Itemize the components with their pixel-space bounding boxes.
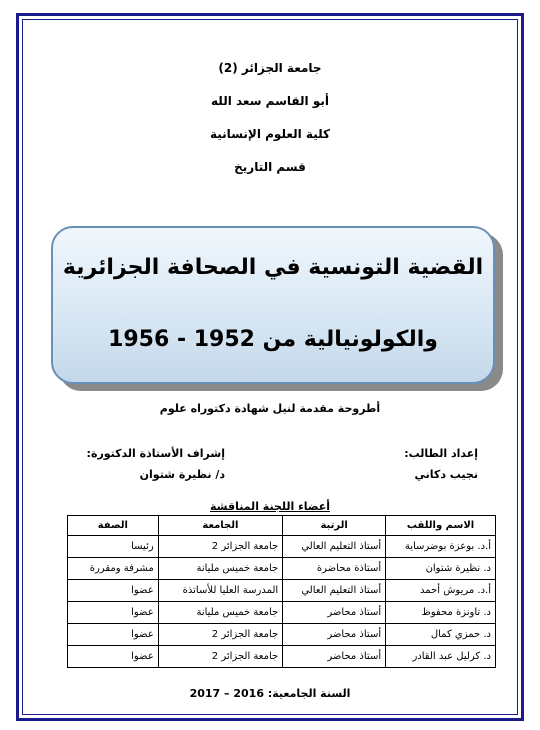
member-university: جامعة خميس مليانة <box>158 558 283 580</box>
member-role: عضوا <box>68 624 159 646</box>
member-name: د. كرليل عبد القادر <box>386 646 496 668</box>
committee-title: أعضاء اللجنة المناقشة <box>210 500 330 513</box>
member-name: أ.د. مريوش أحمد <box>386 580 496 602</box>
member-rank: أستاذ محاضر <box>283 646 386 668</box>
table-row <box>68 558 496 580</box>
thesis-title-line-1: القضية التونسية في الصحافة الجزائرية <box>62 255 484 280</box>
header-university: الجامعة <box>158 516 283 536</box>
member-name: د. حمزي كمال <box>386 624 496 646</box>
table-header-row <box>68 516 496 536</box>
prepared-by-label: إعداد الطالب: <box>404 447 478 460</box>
student-name: نجيب دكاني <box>414 468 478 481</box>
university-name-line: أبو القاسم سعد الله <box>211 94 329 108</box>
thesis-title-line-2: والكولونيالية من 1952 - 1956 <box>108 327 438 352</box>
title-box <box>51 226 495 384</box>
member-university: جامعة الجزائر 2 <box>158 536 283 558</box>
department-line: قسم التاريخ <box>234 160 306 174</box>
member-rank: أستاذ محاضر <box>283 602 386 624</box>
supervision-label: إشراف الأستاذة الدكتورة: <box>86 447 225 460</box>
supervisor-name: د/ نظيرة شتوان <box>139 468 225 481</box>
member-university: جامعة خميس مليانة <box>158 602 283 624</box>
member-role: عضوا <box>68 580 159 602</box>
member-rank: أستاذ التعليم العالي <box>283 580 386 602</box>
member-role: مشرفة ومقررة <box>68 558 159 580</box>
table-row <box>68 580 496 602</box>
member-university: جامعة الجزائر 2 <box>158 646 283 668</box>
member-role: عضوا <box>68 646 159 668</box>
member-name: د. تاونزة محفوظ <box>386 602 496 624</box>
academic-year: السنة الجامعية: 2016 – 2017 <box>189 687 351 700</box>
member-rank: أستاذ محاضر <box>283 624 386 646</box>
member-university: جامعة الجزائر 2 <box>158 624 283 646</box>
member-university: المدرسة العليا للأساتذة <box>158 580 283 602</box>
member-name: أ.د. بوعزة بوضرساية <box>386 536 496 558</box>
header-role: الصفة <box>68 516 159 536</box>
member-role: عضوا <box>68 602 159 624</box>
table-row <box>68 602 496 624</box>
member-name: د. نظيرة شتوان <box>386 558 496 580</box>
faculty-line: كلية العلوم الإنسانية <box>210 127 330 141</box>
member-role: رئيسا <box>68 536 159 558</box>
committee-table <box>67 515 496 668</box>
table-row <box>68 646 496 668</box>
header-rank: الرتبة <box>283 516 386 536</box>
member-rank: أستاذ التعليم العالي <box>283 536 386 558</box>
member-rank: أستاذة محاضرة <box>283 558 386 580</box>
table-row <box>68 624 496 646</box>
header-name: الاسم واللقب <box>386 516 496 536</box>
university-line: جامعة الجزائر (2) <box>218 61 322 75</box>
table-row <box>68 536 496 558</box>
thesis-subtitle: أطروحة مقدمة لنيل شهادة دكتوراه علوم <box>159 402 381 415</box>
